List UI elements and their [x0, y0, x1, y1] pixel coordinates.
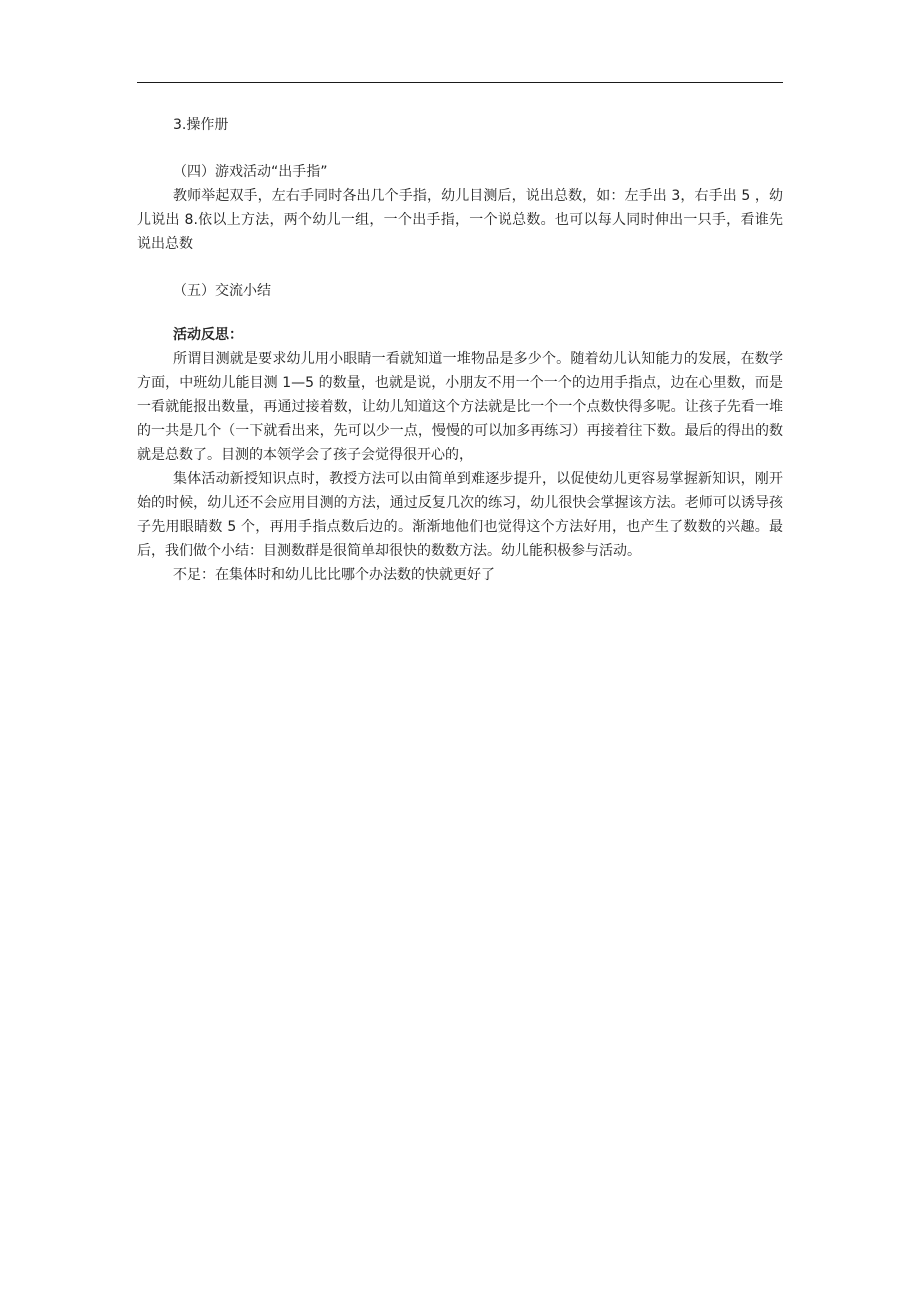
item-3-text: 3.操作册	[173, 117, 229, 133]
section-4-body: 教师举起双手，左右手同时各出几个手指，幼儿目测后，说出总数，如：左手出 3，右手出 5 ，幼儿说出 8.依以上方法，两个幼儿一组，一个出手指，一个说总数。也可以每人同时伸出一只手，看谁先说出总数	[137, 188, 783, 252]
header-rule	[137, 82, 783, 83]
reflection-heading: 活动反思：	[173, 327, 243, 343]
section-4-heading: （四）游戏活动“出手指”	[173, 164, 328, 180]
document-body	[137, 113, 783, 587]
reflection-paragraph-3: 不足：在集体时和幼儿比比哪个办法数的快就更好了	[173, 567, 495, 583]
section-5-heading: （五）交流小结	[173, 283, 271, 299]
reflection-paragraph-2: 集体活动新授知识点时，教授方法可以由简单到难逐步提升，以促使幼儿更容易掌握新知识，刚开始的时候，幼儿还不会应用目测的方法，通过反复几次的练习，幼儿很快会掌握该方法。老师可以诱导孩子先用眼睛数 5 个，再用手指点数后边的。渐渐地他们也觉得这个方法好用，也产生了数数的兴趣。最后，我们做个小结：目测数群是很简单却很快的数数方法。幼儿能积极参与活动。	[137, 471, 783, 559]
reflection-paragraph-1: 所谓目测就是要求幼儿用小眼睛一看就知道一堆物品是多少个。随着幼儿认知能力的发展，在数学方面，中班幼儿能目测 1—5 的数量，也就是说，小朋友不用一个一个的边用手指点，边在心里数，而是一看就能报出数量，再通过接着数，让幼儿知道这个方法就是比一个一个点数快得多呢。让孩子先看一堆的一共是几个（一下就看出来，先可以少一点，慢慢的可以加多再练习）再接着往下数。最后的得出的数就是总数了。目测的本领学会了孩子会觉得很开心的，	[137, 351, 783, 463]
